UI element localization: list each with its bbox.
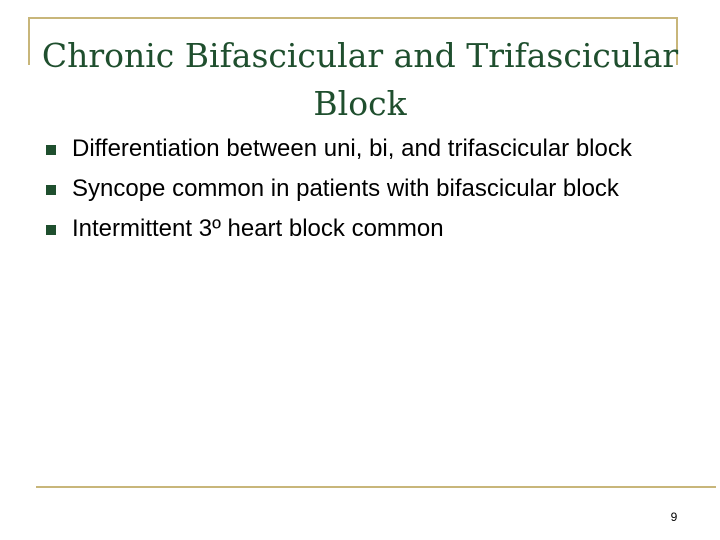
bullet-text: Syncope common in patients with bifascicular block: [72, 175, 619, 202]
square-bullet-icon: [46, 225, 56, 235]
page-number: 9: [670, 510, 678, 524]
bullet-text: Differentiation between uni, bi, and trifascicular block: [72, 135, 632, 162]
square-bullet-icon: [46, 145, 56, 155]
bullet-text: Intermittent 3º heart block common: [72, 215, 444, 242]
square-bullet-icon: [46, 185, 56, 195]
frame-rule-left: [28, 17, 30, 65]
bullet-item: [46, 213, 676, 245]
frame-rule-top: [28, 17, 678, 19]
bullet-list: [46, 133, 676, 253]
bullet-item: [46, 133, 676, 165]
footer-rule: [36, 486, 716, 488]
bullet-item: [46, 173, 676, 205]
slide-title: Chronic Bifascicular and Trifascicular Block: [41, 36, 679, 123]
